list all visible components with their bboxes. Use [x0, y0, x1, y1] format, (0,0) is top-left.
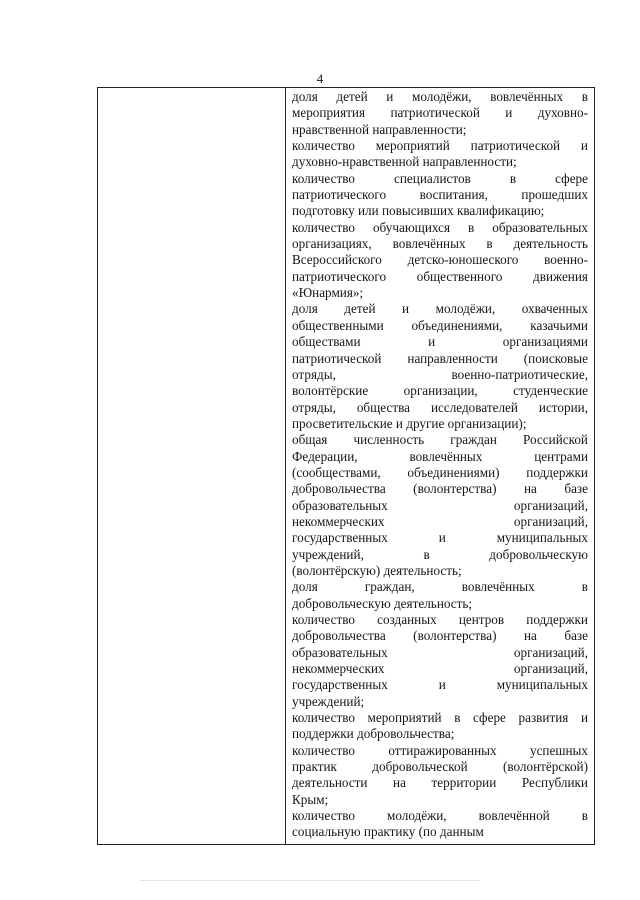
left-empty-cell — [98, 88, 286, 845]
indicator-line: деятельности на территории Республики — [292, 775, 588, 791]
indicator-item — [292, 220, 588, 302]
indicator-line: количество обучающихся в образовательных — [292, 219, 588, 235]
indicator-line: Федерации, вовлечённых центрами — [292, 448, 588, 464]
indicator-line: подготовку или повысивших квалификацию; — [292, 203, 545, 219]
indicator-line: образовательных организаций, — [292, 644, 588, 660]
indicator-line: доля граждан, вовлечённых в — [292, 579, 588, 595]
indicator-item — [292, 171, 588, 220]
scan-artifact-line — [140, 880, 480, 883]
indicator-item — [292, 301, 588, 432]
indicator-line: духовно-нравственной направленности; — [292, 154, 517, 170]
indicator-line: государственных и муниципальных — [292, 677, 588, 693]
indicator-item — [292, 138, 588, 171]
indicator-item — [292, 808, 588, 841]
indicator-line: количество молодёжи, вовлечённой в — [292, 808, 588, 824]
table-row — [98, 88, 595, 845]
indicator-line: организациях, вовлечённых в деятельность — [292, 236, 588, 252]
indicator-line: обществами и организациями — [292, 334, 588, 350]
indicator-line: Всероссийского детско-юношеского военно- — [292, 252, 588, 268]
indicator-line: социальную практику (по данным — [292, 824, 484, 840]
indicator-line: мероприятия патриотической и духовно- — [292, 105, 588, 121]
indicator-line: добровольчества (волонтерства) на базе — [292, 481, 588, 497]
indicator-item — [292, 89, 588, 138]
indicator-line: патриотического общественного движения — [292, 268, 588, 284]
indicator-item — [292, 579, 588, 612]
indicator-line: (сообществами, объединениями) поддержки — [292, 464, 588, 480]
indicator-line: учреждений; — [292, 693, 365, 709]
indicator-line: общественными объединениями, казачьими — [292, 317, 588, 333]
indicator-line: Крым; — [292, 791, 329, 807]
indicator-item — [292, 710, 588, 743]
indicator-line: отряды, общества исследователей истории, — [292, 399, 588, 415]
indicator-line: количество специалистов в сфере — [292, 170, 588, 186]
indicator-line: доля детей и молодёжи, вовлечённых в — [292, 89, 588, 104]
indicators-cell — [286, 88, 595, 845]
indicator-line: практик добровольческой (волонтёрской) — [292, 759, 588, 775]
document-table — [97, 87, 595, 845]
indicator-list — [292, 89, 588, 841]
indicator-item — [292, 743, 588, 808]
indicator-line: количество оттиражированных успешных — [292, 742, 588, 758]
indicator-line: «Юнармия»; — [292, 285, 364, 301]
indicator-line: общая численность граждан Российской — [292, 432, 588, 448]
indicator-line: учреждений, в добровольческую — [292, 546, 588, 562]
indicator-line: патриотической направленности (поисковые — [292, 350, 588, 366]
indicator-line: просветительские и другие организации); — [292, 415, 527, 431]
indicator-line: некоммерческих организаций, — [292, 661, 588, 677]
indicator-line: количество мероприятий патриотической и — [292, 138, 588, 154]
indicator-line: государственных и муниципальных — [292, 530, 588, 546]
indicator-item — [292, 432, 588, 579]
indicator-line: патриотического воспитания, прошедших — [292, 187, 588, 203]
indicator-line: нравственной направленности; — [292, 121, 467, 137]
indicator-line: поддержки добровольчества; — [292, 726, 455, 742]
indicator-line: (волонтёрскую) деятельность; — [292, 562, 462, 578]
indicator-line: добровольческую деятельность; — [292, 595, 473, 611]
indicator-line: некоммерческих организаций, — [292, 513, 588, 529]
indicator-item — [292, 612, 588, 710]
indicator-line: доля детей и молодёжи, охваченных — [292, 301, 588, 317]
indicator-line: образовательных организаций, — [292, 497, 588, 513]
page-number: 4 — [316, 71, 324, 86]
indicator-line: отряды, военно-патриотические, — [292, 366, 588, 382]
indicator-line: добровольчества (волонтерства) на базе — [292, 628, 588, 644]
indicator-line: волонтёрские организации, студенческие — [292, 383, 588, 399]
indicator-line: количество созданных центров поддержки — [292, 612, 588, 627]
indicator-line: количество мероприятий в сфере развития и — [292, 710, 588, 726]
